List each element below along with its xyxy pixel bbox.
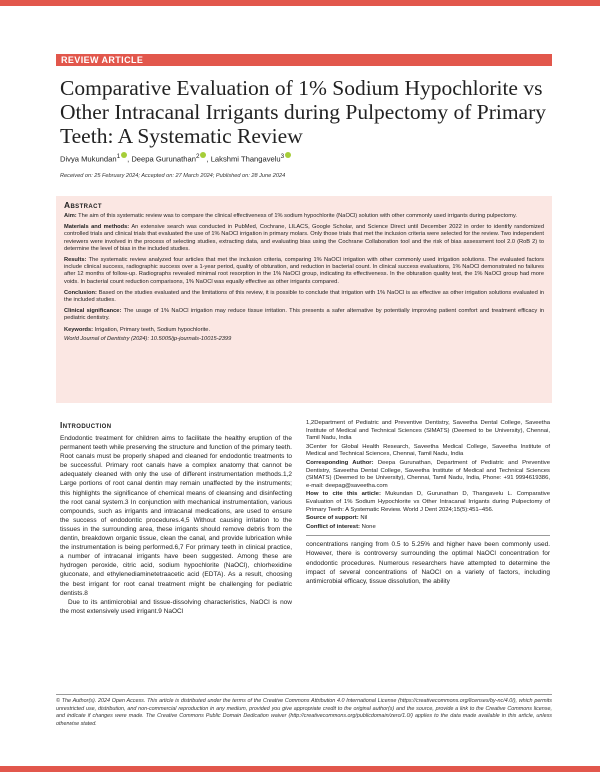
orcid-icon[interactable]: [121, 152, 127, 158]
abstract-conclusion: Conclusion: Based on the studies evaluated and the limitations of this review, it is possible to conclude that irrigation with 1% NaOCl is as effective as other irrigation solutions evaluated in the included studies.: [64, 289, 544, 304]
source-of-support: Source of support: Nil: [306, 515, 368, 522]
divider: [306, 535, 550, 536]
abstract-significance: Clinical significance: The usage of 1% NaOCl irrigation may reduce tissue irritation. This presents a safer alternative by potentially improving patient comfort and treatment efficacy in pediatric dentistry.: [64, 308, 545, 322]
author-list: Divya Mukundan$^1$ , Deepa Gurunathan$^2$ , Lakshmi Thangavelu$^3$: [60, 152, 291, 164]
article-type-label: REVIEW ARTICLE: [61, 55, 144, 65]
author-name: Lakshmi Thangavelu: [210, 154, 281, 164]
affiliations-block: [306, 420, 550, 531]
abstract-keywords: Keywords: Irrigation, Primary teeth, Sodium hypochlorite.: [64, 326, 211, 333]
orcid-icon[interactable]: [285, 152, 291, 158]
affiliation-1: 1,2Department of Pediatric and Preventive Dentistry, Saveetha Dental College, Saveetha Institute of Medical and Technical Sciences (SIMATS) (Deemed to be University), Chennai, Tamil Nadu, India: [306, 420, 550, 442]
author-name: Divya Mukundan: [60, 154, 117, 164]
corresponding-author: Corresponding Author: Deepa Gurunathan, Department of Pediatric and Preventive Dentistry, Saveetha Dental College, Saveetha Institute of Medical and Technical Sciences (SIMATS) (Deemed to be University), Chennai, Tamil Nadu, India, Phone: +91 9994619386, e-mail: deepag@saveetha.com: [306, 459, 550, 489]
intro-paragraph-1: Endodontic treatment for children aims to facilitate the healthy eruption of the permanent teeth while preserving the structure and function of the primary teeth. Root canals must be properly shaped and cleaned for endodontic treatments to be successful. Primary root canals have a complex anatomy that cannot be adequately cleaned with only the use of different instrumentation methods.1,2 Large portions of root canal dentin may remain unaffected by the instruments; this highlights the significance of chemical means of cleansing and disinfecting the root canal system.3 In conjunction with mechanical instrumentation, various compounds, such as irrigants and intracanal medications, are used to ensure the success of endodontic procedures.4,5 Without causing irritation to the tissues in the surrounding area, these irrigants should remove debris from the dentin, breakdown organic tissue, clean the canal, and provide lubrication while the instrumentation is being performed.6,7 For primary teeth in clinical practice, a number of intracanal irrigants have been suggested. Among these are hydrogen peroxide, citric acid, sodium hypochlorite (NaOCl), chlorhexidine gluconate, and ethylenediaminetetraacetic acid (EDTA). As a result, choosing the best irrigant for root canal treatment might be challenging for pediatric dentists.8: [60, 435, 292, 597]
license-footer: [56, 694, 552, 728]
author-name: Deepa Gurunathan: [131, 154, 196, 164]
abstract-citation: World Journal of Dentistry (2024): 10.5005/jp-journals-10015-2399: [64, 335, 232, 342]
how-to-cite: How to cite this article: Mukundan D, Gurunathan D, Thangavelu L. Comparative Evaluation of 1% Sodium Hypochlorite vs Other Intracanal Irrigants during Pulpectomy of Primary Teeth: A Systematic Review. World J Dent 2024;15(5):451–456.: [306, 491, 550, 513]
abstract-aim: Aim: The aim of this systematic review was to compare the clinical effectiveness of 1% sodium hypochlorite (NaOCl) solution with other commonly used irrigants during pulpectomy.: [64, 213, 517, 219]
abstract-heading: Abstract: [64, 200, 102, 210]
left-column: [60, 420, 292, 616]
affiliation-2: 3Center for Global Health Research, Saveetha Medical College, Saveetha Institute of Medical and Technical Sciences, Chennai, Tamil Nadu, India: [306, 443, 550, 458]
article-type-bar: [56, 54, 552, 66]
orcid-icon[interactable]: [200, 152, 206, 158]
right-column: [306, 420, 550, 586]
intro-heading: Introduction: [60, 420, 112, 430]
license-text: © The Author(s). 2024 Open Access. This article is distributed under the terms of the Creative Commons Attribution 4.0 International License (https://creativecommons.org/licenses/by-nc/4.0/), which permits unrestricted use, distribution, and non-commercial reproduction in any medium, provided you give appropriate credit to the original author(s) and the source, provide a link to the Creative Commons license, and indicate if changes were made. The Creative Commons Public Domain Dedication waiver (http://creativecommons.org/publicdomain/zero/1.0/) applies to the data made available in this article, unless otherwise stated.: [56, 698, 552, 727]
conflict-of-interest: Conflict of interest: None: [306, 523, 376, 530]
abstract-methods: Materials and methods: An extensive search was conducted in PubMed, Cochrane, LILACS, Google Scholar, and Science Direct until December 2022 in order to identify randomized controlled trials and clinical trials that evaluated the use of 1% NaOCl irrigation in primary molars. Only those trials that met the inclusion criteria were selected for the review. Two independent reviewers were involved in the process of selecting studies, extracting data, and evaluating bias using the Cochrane Collaboration tool and the risk of bias assessment tool 2.0 (RoB 2) to determine the level of bias in the included studies.: [64, 224, 544, 252]
divider: [56, 694, 552, 695]
top-accent-bar: [0, 0, 600, 6]
publication-dates: Received on: 25 February 2024; Accepted on: 27 March 2024; Published on: 28 June 2024: [60, 173, 286, 179]
bottom-accent-bar: [0, 766, 600, 772]
intro-paragraph-2: Due to its antimicrobial and tissue-dissolving characteristics, NaOCl is now the most extensively used irrigant.9 NaOCl: [60, 598, 292, 615]
abstract-results: Results: The systematic review analyzed four articles that met the inclusion criteria, comparing 1% NaOCl irrigation with other commonly used irrigation solutions. The evaluated factors include clinical success, radiographic success over a 1-year period, quality of obturation, and reduction in bacterial count. In clinical success evaluations, 1% NaOCl demonstrated no failures after 12 months of follow-up. Radiographs revealed minimal root resorption in the 1% NaOCl group, indicating its effectiveness. In the obturation quality test, the 1% NaOCl group had more voids. In bacterial count reduction comparisons, 1% NaOCl was equally effective as other irrigants compared.: [64, 257, 544, 285]
abstract-box: [56, 196, 552, 403]
article-title: Comparative Evaluation of 1% Sodium Hypochlorite vs Other Intracanal Irrigants during Pulpectomy of Primary Teeth: A Systematic Review: [60, 76, 546, 148]
right-body-text: concentrations ranging from 0.5 to 5.25% and higher have been commonly used. However, there is controversy surrounding the optimal NaOCl concentration for endodontic procedures. Numerous researchers have attempted to determine the impact of several concentrations of NaOCl on a variety of factors, including antimicrobial efficacy, tissue dissolution, the ability: [306, 541, 550, 585]
